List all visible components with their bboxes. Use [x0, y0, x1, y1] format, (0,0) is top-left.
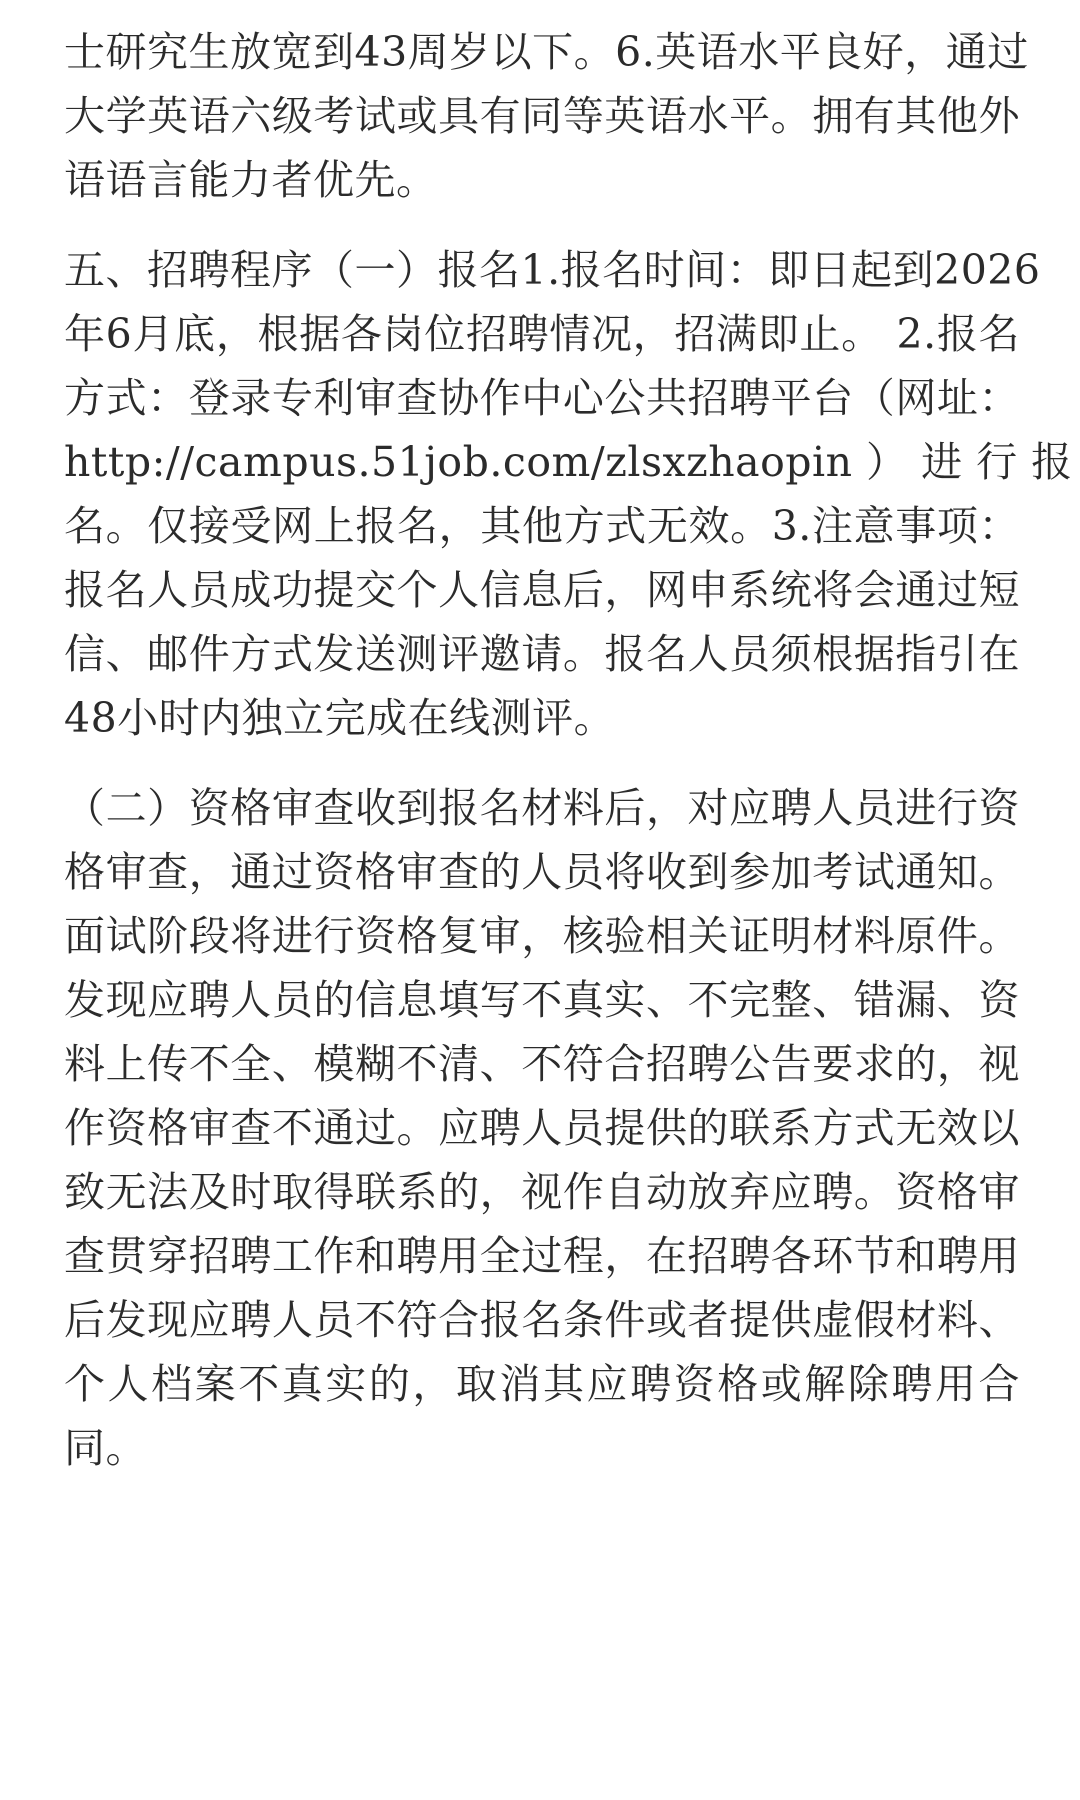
text-line: 致无法及时取得联系的，视作自动放弃应聘。资格审: [64, 1168, 1020, 1216]
text-line: 格审查，通过资格审查的人员将收到参加考试通知。: [64, 848, 1020, 896]
paragraph-eligibility-end: [64, 20, 1029, 212]
text-line: 同。: [64, 1424, 147, 1472]
text-line: 后发现应聘人员不符合报名条件或者提供虚假材料、: [64, 1296, 1020, 1344]
article-body: [64, 20, 1073, 1506]
text-line: 五、招聘程序（一）报名1.报名时间：即日起到2026: [64, 246, 1041, 294]
url-text-line: http://campus.51job.com/zlsxzhaopin ） 进 行 报: [64, 438, 1073, 486]
text-line: 作资格审查不通过。应聘人员提供的联系方式无效以: [64, 1104, 1020, 1152]
paragraph-qualification-review: [64, 776, 1020, 1480]
paragraph-registration: [64, 238, 1073, 750]
text-line: 查贯穿招聘工作和聘用全过程，在招聘各环节和聘用: [64, 1232, 1020, 1280]
text-line: 语语言能力者优先。: [64, 156, 438, 204]
text-line: 方式：登录专利审查协作中心公共招聘平台（网址：: [64, 374, 1020, 422]
text-line: 48小时内独立完成在线测评。: [64, 694, 616, 742]
text-line: 料上传不全、模糊不清、不符合招聘公告要求的，视: [64, 1040, 1020, 1088]
text-line: 面试阶段将进行资格复审，核验相关证明材料原件。: [64, 912, 1020, 960]
text-line: 大学英语六级考试或具有同等英语水平。拥有其他外: [64, 92, 1020, 140]
text-line: 名。仅接受网上报名，其他方式无效。3.注意事项：: [64, 502, 1020, 550]
text-line: 个人档案不真实的，取消其应聘资格或解除聘用合: [64, 1360, 1020, 1408]
text-line: （二）资格审查收到报名材料后，对应聘人员进行资: [64, 784, 1020, 832]
text-line: 年6月底，根据各岗位招聘情况，招满即止。 2.报名: [64, 310, 1020, 358]
text-line: 报名人员成功提交个人信息后，网申系统将会通过短: [64, 566, 1020, 614]
text-line: 发现应聘人员的信息填写不真实、不完整、错漏、资: [64, 976, 1020, 1024]
text-line: 士研究生放宽到43周岁以下。6.英语水平良好，通过: [64, 28, 1029, 76]
text-line: 信、邮件方式发送测评邀请。报名人员须根据指引在: [64, 630, 1020, 678]
